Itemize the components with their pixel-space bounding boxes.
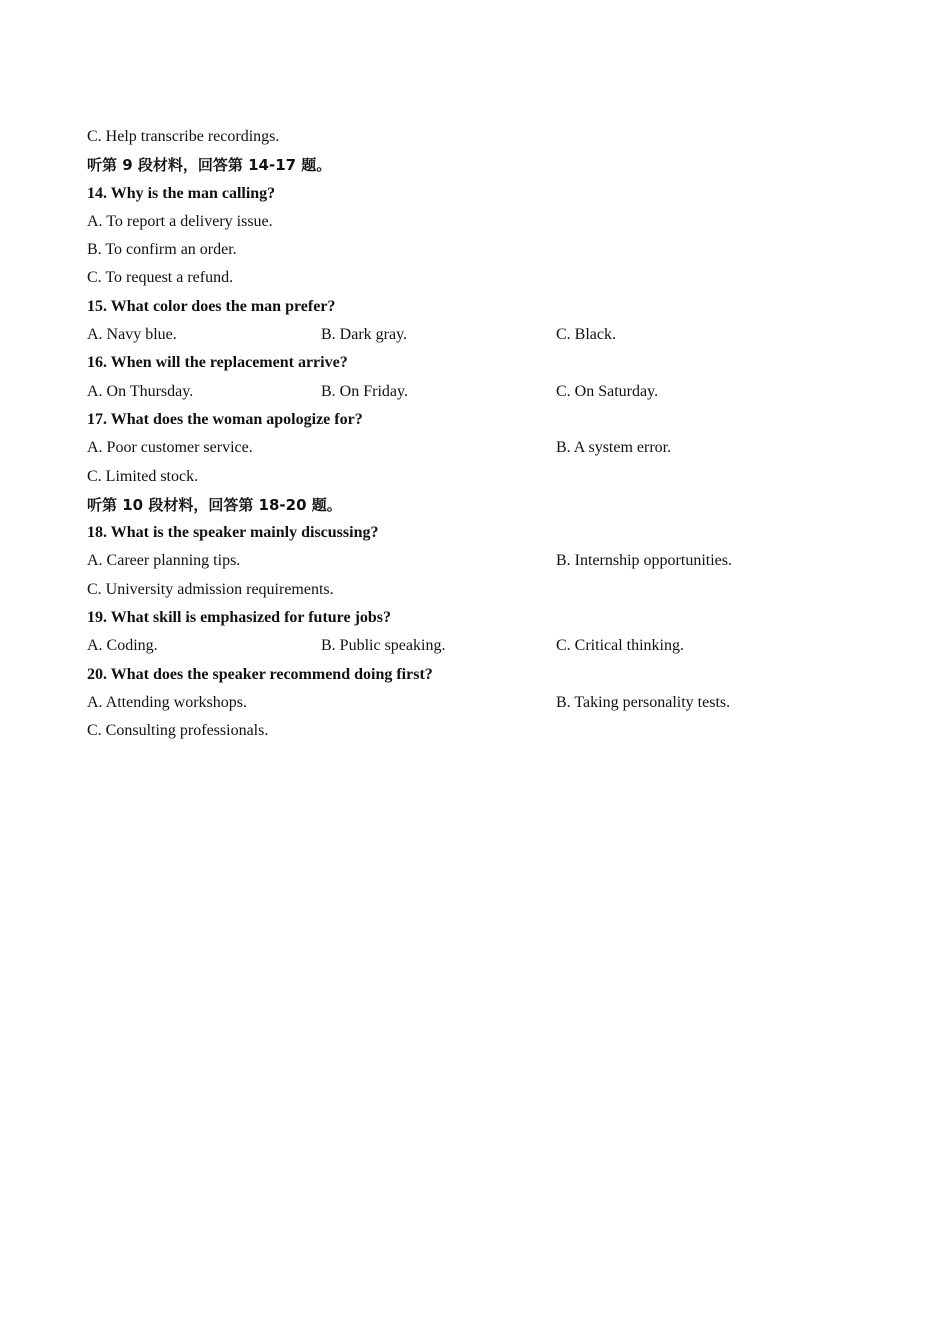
option-line: [87, 236, 867, 264]
option-line: [87, 632, 867, 660]
section-heading-9: 听第 9 段材料，回答第 14-17 题。: [87, 156, 332, 175]
option-a: A. On Thursday.: [87, 382, 194, 400]
option-line: [87, 576, 867, 604]
option-line: [87, 463, 867, 491]
section-heading-10: 听第 10 段材料，回答第 18-20 题。: [87, 495, 342, 514]
option-c: C. Critical thinking.: [556, 637, 684, 655]
option-a: A. Career planning tips.: [87, 552, 241, 570]
option-line: [87, 264, 867, 292]
option-c: C. Consulting professionals.: [87, 722, 269, 740]
question-14: 14. Why is the man calling?: [87, 184, 276, 202]
question-list: [87, 123, 867, 746]
option-a: A. Navy blue.: [87, 326, 177, 344]
question-16: 16. When will the replacement arrive?: [87, 354, 348, 372]
option-c: C. Limited stock.: [87, 467, 199, 485]
option-a: A. To report a delivery issue.: [87, 212, 273, 230]
option-c: C. University admission requirements.: [87, 580, 334, 598]
option-line: [87, 547, 867, 575]
option-line: [87, 123, 867, 151]
option-b: B. A system error.: [556, 439, 672, 457]
question-15: 15. What color does the man prefer?: [87, 297, 336, 315]
option-line: [87, 434, 867, 462]
option-line: [87, 717, 867, 745]
option-line: [87, 689, 867, 717]
option-b: B. Taking personality tests.: [556, 693, 731, 711]
question-20: 20. What does the speaker recommend doing first?: [87, 665, 433, 683]
option-line: [87, 321, 867, 349]
option-a: A. Poor customer service.: [87, 439, 253, 457]
option-c: C. On Saturday.: [556, 382, 659, 400]
option-b: B. On Friday.: [321, 382, 408, 400]
option-b: B. Internship opportunities.: [556, 552, 732, 570]
option-c: C. Help transcribe recordings.: [87, 128, 280, 145]
option-a: A. Coding.: [87, 637, 158, 655]
option-line: [87, 208, 867, 236]
option-b: B. To confirm an order.: [87, 241, 237, 259]
option-line: [87, 378, 867, 406]
question-18: 18. What is the speaker mainly discussing?: [87, 524, 379, 542]
option-b: B. Dark gray.: [321, 326, 408, 344]
question-17: 17. What does the woman apologize for?: [87, 410, 363, 428]
option-b: B. Public speaking.: [321, 637, 446, 655]
option-c: C. To request a refund.: [87, 269, 234, 287]
question-19: 19. What skill is emphasized for future jobs?: [87, 609, 392, 627]
option-a: A. Attending workshops.: [87, 693, 247, 711]
option-c: C. Black.: [556, 326, 616, 344]
